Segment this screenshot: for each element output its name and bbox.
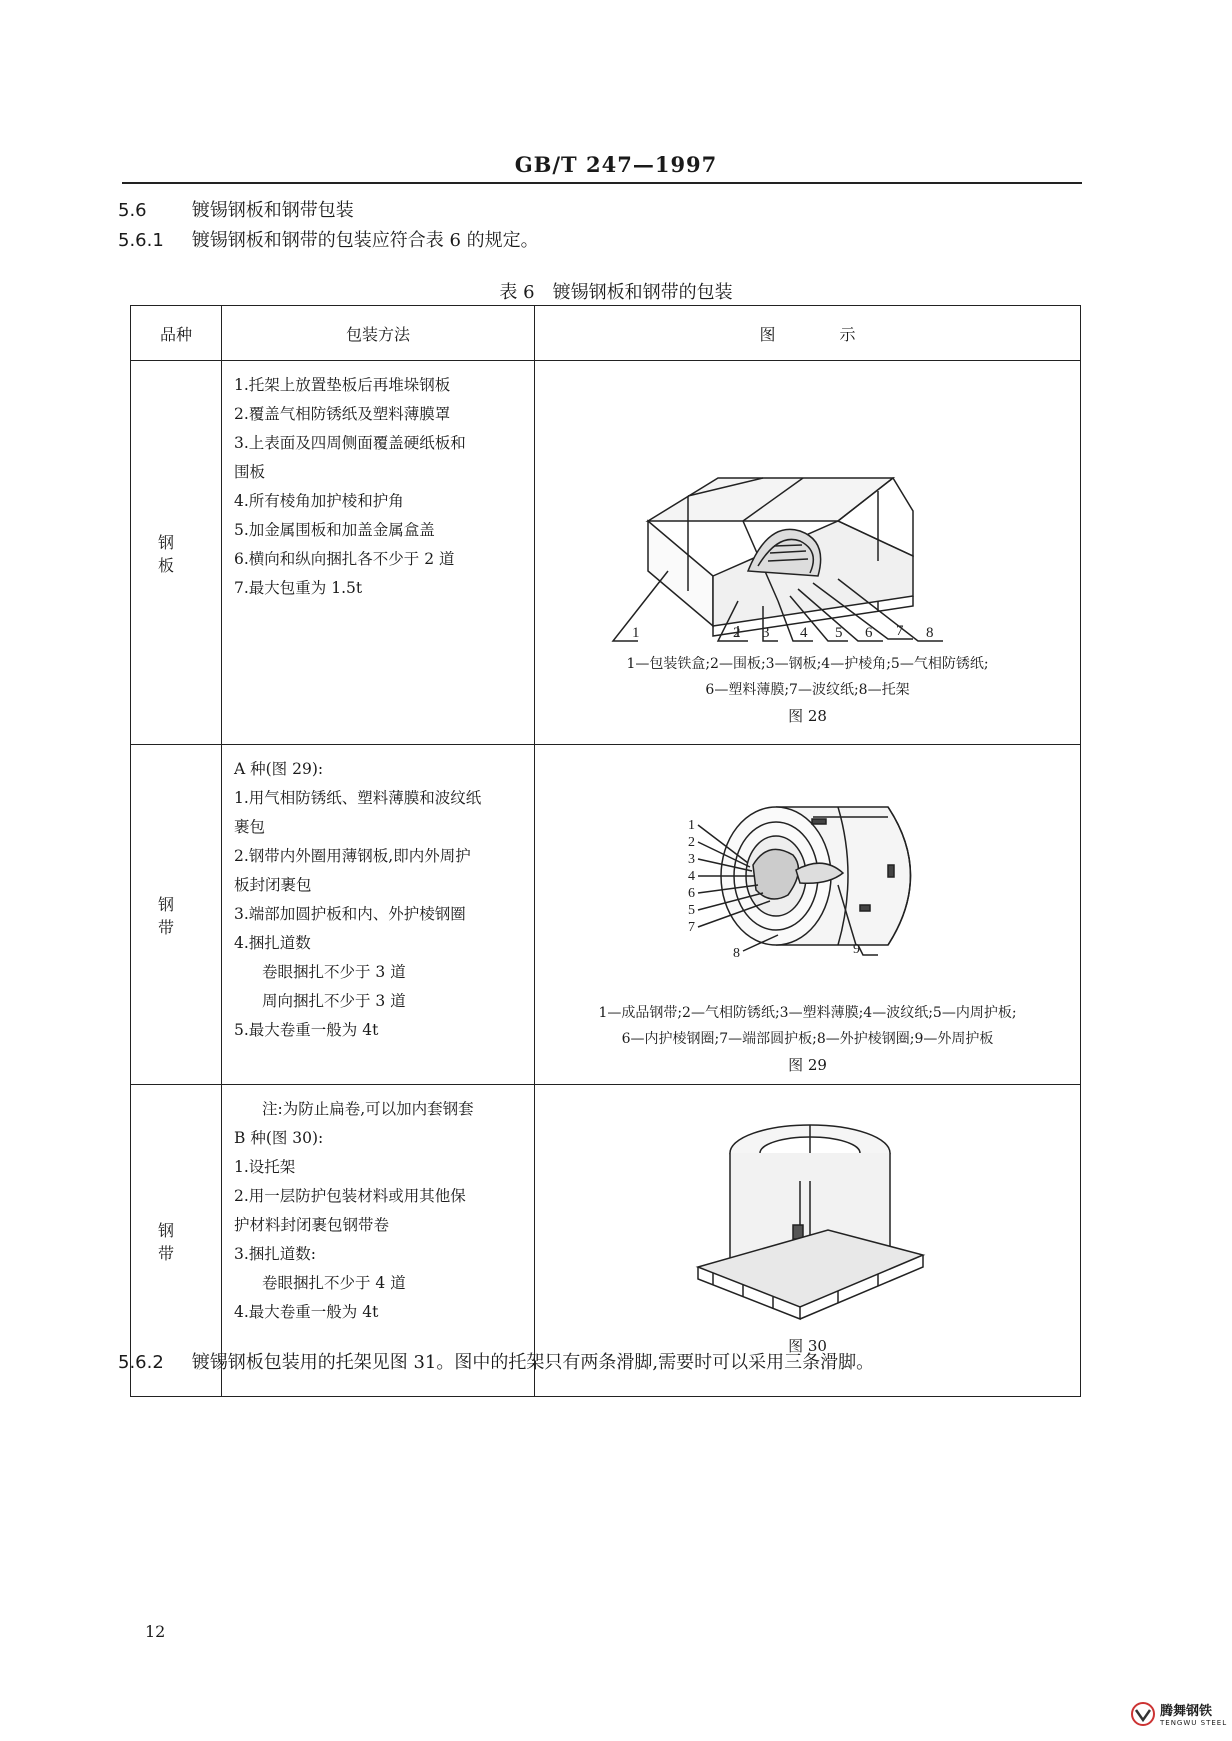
brand-name-en: TENGWU STEEL	[1160, 1719, 1228, 1727]
figure-caption: 图 28	[788, 707, 827, 725]
figure-label: 3	[761, 625, 769, 641]
method-cell	[222, 745, 535, 1085]
sheet-package-illustration	[538, 361, 1078, 651]
standard-header: GB/T 247—1997	[514, 152, 718, 177]
legend-line: 6—内护棱钢圈;7—端部圆护板;8—外护棱钢圈;9—外周护板	[621, 1031, 994, 1047]
method-line: 2.钢带内外圈用薄钢板,即内外周护	[234, 847, 471, 865]
figure-caption: 图 29	[788, 1056, 827, 1074]
figure-legend	[535, 651, 1080, 703]
method-cell	[222, 361, 535, 745]
legend-line: 1—成品钢带;2—气相防锈纸;3—塑料薄膜;4—波纹纸;5—内周护板;	[598, 1005, 1017, 1021]
figure-label: 5	[687, 903, 695, 918]
figure-label: 1	[687, 818, 695, 833]
figure-label: 6	[864, 625, 872, 641]
method-line: 注:为防止扁卷,可以加内套钢套	[262, 1100, 474, 1118]
section-number: 5.6.1	[118, 230, 164, 251]
table-row	[131, 745, 1081, 1085]
brand-watermark	[1130, 1700, 1227, 1727]
header-method: 包装方法	[222, 306, 535, 361]
figure-label: 4	[687, 869, 695, 884]
section-text: 镀锡钢板和钢带的包装应符合表 6 的规定。	[191, 230, 539, 251]
method-line: B 种(图 30):	[234, 1129, 324, 1147]
section-number: 5.6.2	[118, 1352, 164, 1373]
variety-cell: 钢 带	[131, 1085, 222, 1397]
figure-cell	[535, 361, 1081, 745]
method-line: 4.最大卷重一般为 4t	[234, 1303, 379, 1321]
section-text: 镀锡钢板包装用的托架见图 31。图中的托架只有两条滑脚,需要时可以采用三条滑脚。	[191, 1352, 875, 1373]
section-title: 镀锡钢板和钢带包装	[191, 200, 354, 221]
method-line: 4.捆扎道数	[234, 934, 311, 952]
figure-label: 5	[834, 625, 842, 641]
method-line: 7.最大包重为 1.5t	[234, 579, 363, 597]
section-5-6-1	[118, 226, 539, 252]
figure-label: 4	[799, 625, 807, 641]
section-number: 5.6	[118, 200, 147, 221]
figure-label: 9	[852, 942, 860, 957]
table-caption: 表 6 镀锡钢板和钢带的包装	[499, 282, 733, 303]
section-5-6-2	[118, 1348, 874, 1374]
packaging-table	[130, 305, 1081, 1397]
method-line: 3.捆扎道数:	[234, 1245, 317, 1263]
figure-label: 1	[631, 625, 639, 641]
legend-line: 6—塑料薄膜;7—波纹纸;8—托架	[705, 682, 910, 698]
variety-cell: 钢 板	[131, 361, 222, 745]
figure-label: 8	[732, 946, 740, 961]
method-line: 6.横向和纵向捆扎各不少于 2 道	[234, 550, 455, 568]
method-line: 5.加金属围板和加盖金属盒盖	[234, 521, 435, 539]
method-line: 卷眼捆扎不少于 3 道	[262, 963, 406, 981]
table-row	[131, 361, 1081, 745]
figure-legend	[535, 1000, 1080, 1052]
section-5-6	[118, 196, 354, 222]
strip-coil-a-illustration	[538, 745, 1078, 1000]
figure-label: 8	[925, 625, 933, 641]
method-line: 裹包	[234, 818, 266, 836]
method-line: 2.用一层防护包装材料或用其他保	[234, 1187, 466, 1205]
figure-cell	[535, 745, 1081, 1085]
header-figure: 图 示	[535, 306, 1081, 361]
figure-label: 7	[895, 623, 903, 639]
method-line: 2.覆盖气相防锈纸及塑料薄膜罩	[234, 405, 451, 423]
legend-line: 1—包装铁盒;2—围板;3—钢板;4—护棱角;5—气相防锈纸;	[626, 656, 989, 672]
table-header-row	[131, 306, 1081, 361]
method-line: 1.设托架	[234, 1158, 296, 1176]
header-variety: 品种	[131, 306, 222, 361]
header-rule	[122, 182, 1082, 184]
method-line: 4.所有棱角加护棱和护角	[234, 492, 404, 510]
brand-logo-icon	[1130, 1701, 1156, 1727]
figure-label: 3	[687, 852, 695, 867]
method-line: 3.上表面及四周侧面覆盖硬纸板和	[234, 434, 466, 452]
method-line: A 种(图 29):	[234, 760, 324, 778]
figure-label: 2	[687, 835, 695, 850]
method-line: 板封闭裹包	[234, 876, 312, 894]
method-line: 3.端部加圆护板和内、外护棱钢圈	[234, 905, 466, 923]
method-line: 护材料封闭裹包钢带卷	[234, 1216, 390, 1234]
brand-name: 腾舞钢铁	[1160, 1704, 1213, 1719]
strip-coil-b-illustration	[538, 1085, 1078, 1325]
method-line: 1.用气相防锈纸、塑料薄膜和波纹纸	[234, 789, 482, 807]
method-line: 围板	[234, 463, 266, 481]
method-line: 1.托架上放置垫板后再堆垛钢板	[234, 376, 451, 394]
figure-label: 6	[687, 886, 695, 901]
method-line: 周向捆扎不少于 3 道	[262, 992, 406, 1010]
figure-label: 2	[732, 625, 740, 641]
variety-cell: 钢 带	[131, 745, 222, 1085]
method-line: 卷眼捆扎不少于 4 道	[262, 1274, 406, 1292]
figure-caption: 图 30	[788, 1337, 827, 1355]
method-line: 5.最大卷重一般为 4t	[234, 1021, 379, 1039]
page-number: 12	[145, 1622, 166, 1641]
figure-label: 7	[687, 920, 695, 935]
